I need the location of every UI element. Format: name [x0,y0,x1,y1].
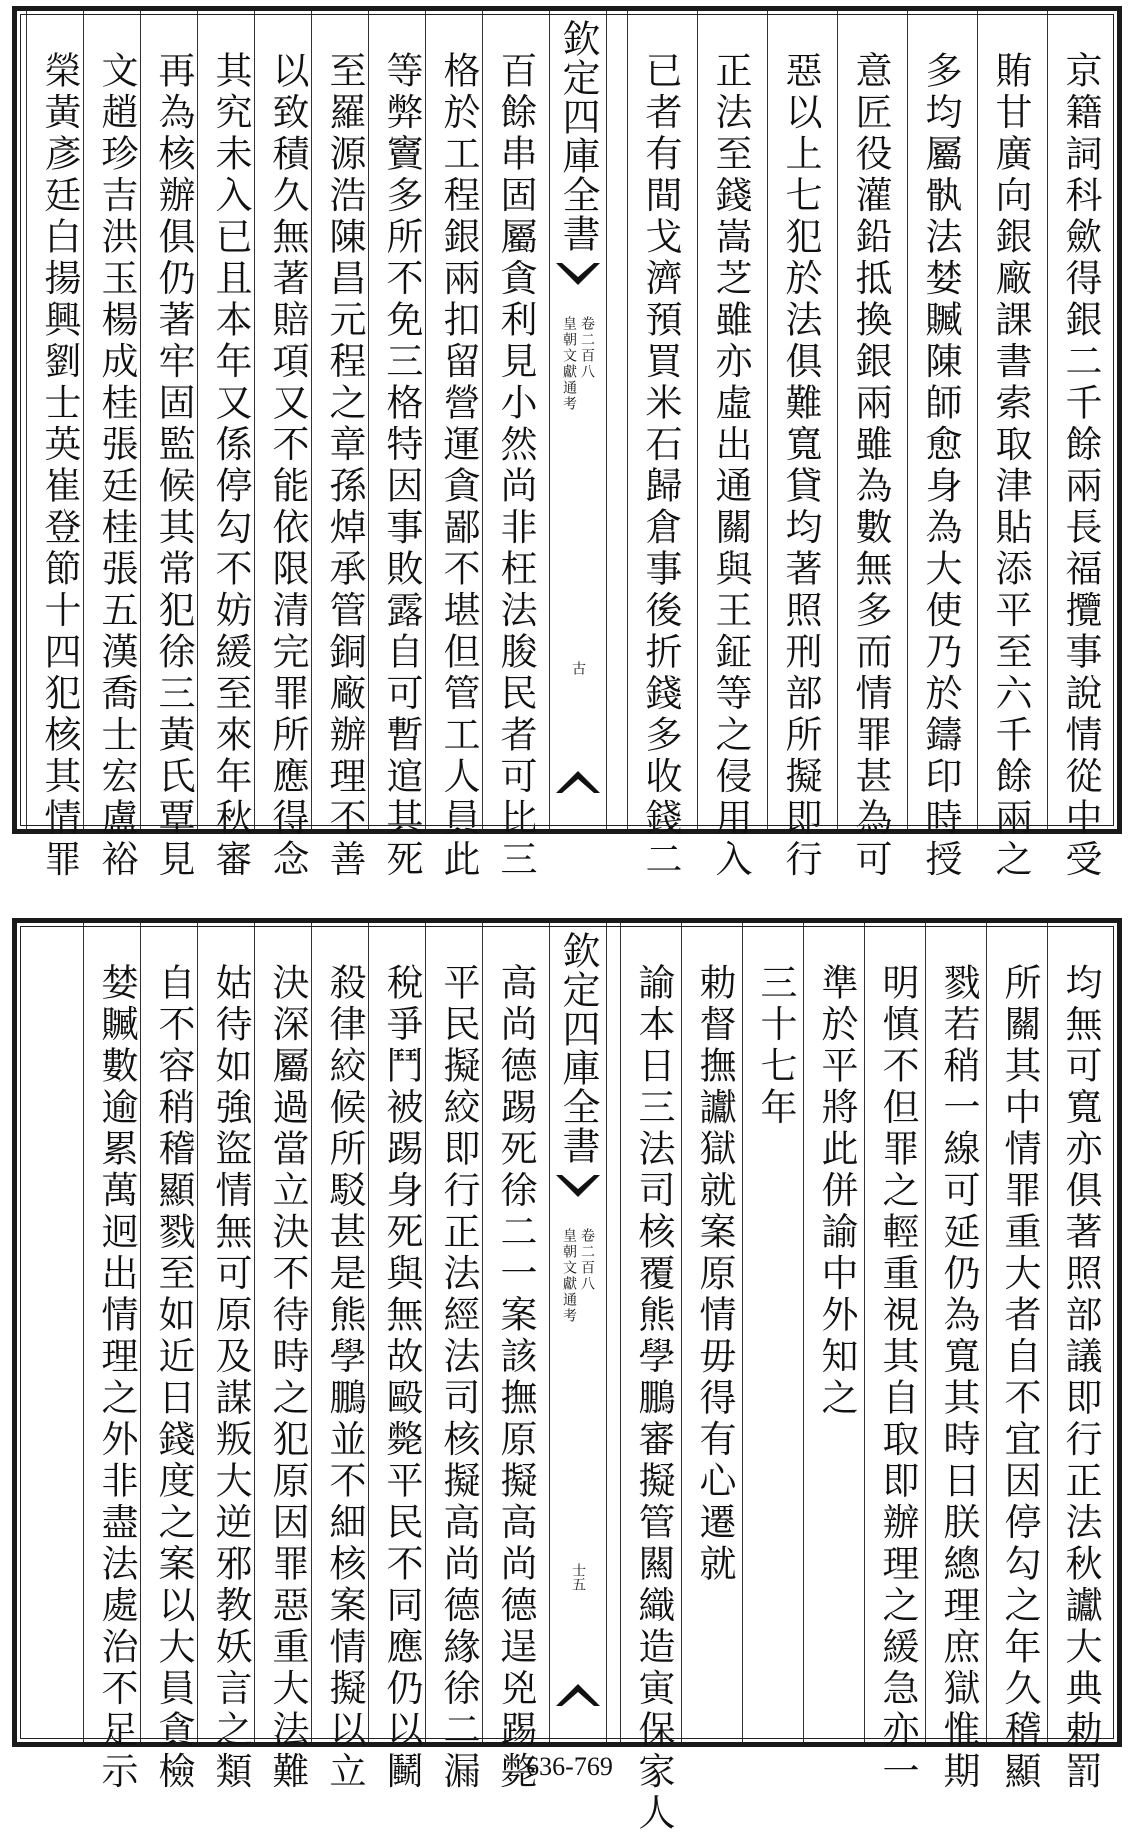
text-column [907,11,972,881]
text-column [425,923,490,1793]
column-text: 多均屬骫法婪贓陳師愈身為大使乃於鑄印時授 [919,51,962,881]
bottom-header-subtitle [550,1228,606,1324]
column-text: 婪贓數逾累萬迥出情理之外非盡法處治不足示 [95,963,138,1793]
text-column [986,923,1051,1793]
fish-tail-mark-bottom-icon [554,1682,602,1708]
column-text: 榮黃彥廷白揚興劉士英崔登節十四犯核其情罪 [38,51,81,881]
text-column [925,923,990,1793]
text-column [197,923,262,1793]
top-header-subtitle [550,316,606,412]
column-text: 意匠役灌鉛抵換銀兩雖為數無多而情罪甚為可 [849,51,892,881]
text-column [681,923,746,1742]
column-text: 以致積久無著賠項又不能依限清完罪所應得念 [266,51,309,881]
text-column [197,11,262,881]
bottom-header-title: 欽定四庫全書 [556,931,600,1165]
bottom-header-sub-2: 卷二百八 [579,1228,595,1292]
column-text: 百餘串固屬貪利見小然尚非枉法朘民者可比三 [494,51,537,881]
bottom-header-sub-1: 皇朝文獻通考 [561,1228,577,1324]
column-text: 至羅源浩陳昌元程之章孫焯承管銅廠辦理不善 [323,51,366,881]
text-column [254,11,319,881]
column-text: 已者有間戈濟預買米石歸倉事後折錢多收錢二 [639,51,682,881]
top-header-title: 欽定四庫全書 [556,19,600,253]
column-text: 格於工程銀兩扣留營運貪鄙不堪但管工人員此 [437,51,480,881]
column-text: 均無可寬亦俱著照部議即行正法秋讞大典勅罰 [1059,963,1102,1793]
bottom-page-number: 士五 [570,1563,586,1591]
column-text: 所關其中情罪重大者自不宜因停勾之年久稽顯 [998,963,1041,1793]
fish-tail-mark-icon [554,261,602,287]
fish-tail-mark-bottom-icon [554,769,602,795]
fish-tail-mark-icon [554,1173,602,1199]
bottom-center-header [549,923,607,1742]
column-text: 自不容稍稽顯戮至如近日錢度之案以大員貪檢 [152,963,195,1793]
column-text: 賄甘廣向銀廠課書索取津貼添平至六千餘兩之 [989,51,1032,881]
text-column [140,923,205,1793]
text-column [620,923,685,1835]
text-column [803,923,868,1742]
text-column [767,11,832,881]
column-text: 其究未入已且本年又係停勾不妨緩至來年秋審 [209,51,252,881]
column-text: 殺律絞候所駁甚是熊學鵬並不細核案情擬以立 [323,963,366,1793]
column-text: 戮若稍一線可延仍為寬其時日朕總理庶獄惟期 [937,963,980,1793]
column-text: 明慎不但罪之輕重視其自取即辦理之緩急亦一 [876,963,919,1793]
column-text: 正法至錢嵩芝雖亦虛出通關與王鉦等之侵用入 [709,51,752,881]
text-column [140,11,205,881]
text-column [83,923,148,1793]
text-column [1047,923,1112,1793]
text-column [482,11,547,881]
text-column [311,11,376,881]
text-column [864,923,929,1793]
text-column [1047,11,1112,881]
column-text: 高尚德踢死徐二一案該撫原擬高尚德逞兇踢斃 [494,963,537,1793]
text-column [368,11,433,881]
column-text: 惡以上七犯於法俱難寬貸均著照刑部所擬即行 [779,51,822,881]
column-text: 諭本日三法司核覆熊學鵬審擬管闗織造寅保家人 [632,963,675,1835]
column-text: 再為核辦俱仍著牢固監候其常犯徐三黃氏覃見 [152,51,195,881]
column-text: 準於平將此併諭中外知之 [815,963,858,1420]
text-column [697,11,762,881]
text-column [837,11,902,881]
text-column [83,11,148,881]
column-text: 姑待如強盜情無可原及謀叛大逆邪教妖言之類 [209,963,252,1793]
column-text: 等弊竇多所不免三格特因事敗露自可暫逭其死 [380,51,423,881]
top-page-number: 古 [570,661,586,675]
top-header-sub-2: 卷二百八 [579,316,595,380]
text-column [425,11,490,881]
column-text: 決深屬過當立決不待時之犯原因罪惡重大法難 [266,963,309,1793]
text-column [26,11,91,881]
text-column [627,11,692,881]
column-text: 文趙珍吉洪玉楊成桂張廷桂張五漢喬士宏盧裕 [95,51,138,881]
text-column [368,923,433,1793]
text-column [482,923,547,1793]
column-text: 京籍詞科歛得銀二千餘兩長福攬事說情從中受 [1059,51,1102,881]
column-text: 稅爭鬥被踢身死與無故毆斃平民不同應仍以鬭 [380,963,423,1793]
text-column [977,11,1042,881]
top-center-header [549,11,607,829]
text-column [742,923,807,1742]
text-column [311,923,376,1793]
top-page [12,6,1122,881]
top-header-sub-1: 皇朝文獻通考 [561,316,577,412]
column-text: 勅督撫讞獄就案原情毋得有心遷就 [693,963,736,1586]
column-text: 平民擬絞即行正法經法司核擬高尚德緣徐二漏 [437,963,480,1793]
page-footer-number: 636-769 [526,1752,613,1781]
column-text: 三十七年 [754,963,797,1129]
text-column [254,923,319,1793]
